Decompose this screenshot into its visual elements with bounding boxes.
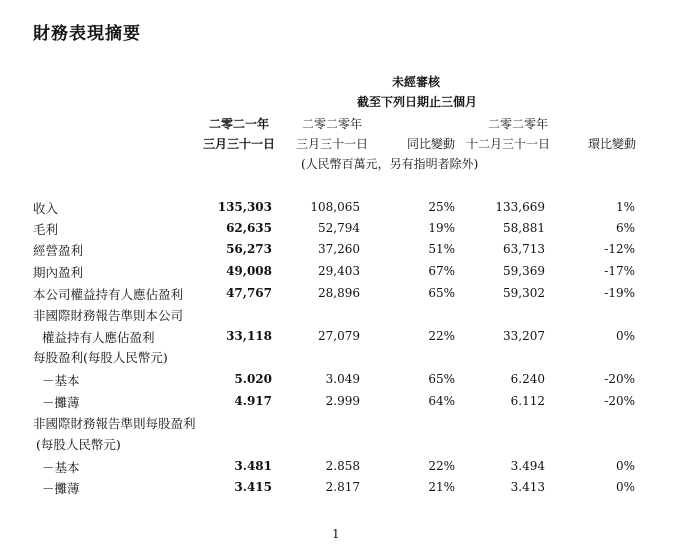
cell-yoy: 21%	[428, 480, 455, 494]
cell-dec2020: 63,713	[503, 242, 545, 256]
col1-year-header: 二零二一年	[209, 117, 270, 131]
row-label: 權益持有人應佔盈利	[42, 330, 155, 345]
cell-dec2020: 6.240	[510, 372, 545, 386]
row-label: －攤薄	[42, 395, 80, 410]
cell-2021: 49,008	[226, 264, 272, 278]
period-header: 截至下列日期止三個月	[357, 95, 478, 109]
cell-2020: 2.858	[325, 459, 360, 473]
cell-2020: 2.999	[325, 394, 360, 408]
cell-dec2020: 133,669	[495, 200, 545, 214]
audit-header: 未經審核	[392, 75, 441, 89]
cell-yoy: 67%	[428, 264, 455, 278]
cell-dec2020: 59,369	[503, 264, 545, 278]
row-label: 毛利	[33, 222, 59, 237]
cell-yoy: 51%	[428, 242, 455, 256]
cell-2021: 33,118	[226, 329, 272, 343]
row-label: 期內盈利	[33, 265, 84, 280]
cell-yoy: 22%	[428, 459, 455, 473]
col2-date-header: 三月三十一日	[296, 137, 369, 151]
cell-2021: 3.481	[234, 459, 272, 473]
cell-qoq: 0%	[615, 480, 635, 494]
cell-2021: 3.415	[234, 480, 272, 494]
cell-2021: 5.020	[234, 372, 272, 386]
cell-2020: 28,896	[318, 286, 360, 300]
row-label: 非國際財務報告準則每股盈利	[33, 416, 196, 431]
col1-date-header: 三月三十一日	[203, 137, 276, 151]
row-label: －基本	[42, 460, 80, 475]
cell-dec2020: 6.112	[510, 394, 545, 408]
cell-2020: 27,079	[318, 329, 360, 343]
row-label: 非國際財務報告準則本公司	[33, 308, 184, 323]
cell-yoy: 22%	[428, 329, 455, 343]
cell-dec2020: 58,881	[503, 221, 545, 235]
cell-qoq: -17%	[604, 264, 635, 278]
cell-qoq: 6%	[615, 221, 635, 235]
cell-2021: 4.917	[234, 394, 272, 408]
cell-2020: 108,065	[310, 200, 360, 214]
cell-2020: 3.049	[325, 372, 360, 386]
cell-yoy: 19%	[428, 221, 455, 235]
cell-qoq: -12%	[604, 242, 635, 256]
cell-yoy: 65%	[428, 286, 455, 300]
page-number: 1	[332, 527, 340, 541]
unit-note: (人民幣百萬元，另有指明者除外)	[301, 157, 479, 171]
cell-yoy: 25%	[428, 200, 455, 214]
row-label: 經營盈利	[33, 243, 84, 258]
row-label: 本公司權益持有人應佔盈利	[33, 287, 184, 302]
cell-dec2020: 59,302	[503, 286, 545, 300]
cell-qoq: 1%	[615, 200, 635, 214]
cell-qoq: 0%	[615, 459, 635, 473]
cell-2020: 37,260	[318, 242, 360, 256]
cell-dec2020: 3.413	[510, 480, 545, 494]
col4-year-header: 二零二零年	[488, 117, 549, 131]
row-label: 收入	[33, 201, 59, 216]
cell-2021: 62,635	[226, 221, 272, 235]
col4-date-header: 十二月三十一日	[466, 137, 551, 151]
row-label: －攤薄	[42, 481, 80, 496]
cell-2020: 29,403	[318, 264, 360, 278]
cell-2021: 135,303	[217, 200, 272, 214]
cell-dec2020: 3.494	[510, 459, 545, 473]
row-label: －基本	[42, 373, 80, 388]
cell-qoq: -20%	[604, 394, 635, 408]
cell-qoq: 0%	[615, 329, 635, 343]
row-label: (每股人民幣元)	[36, 437, 121, 452]
cell-dec2020: 33,207	[503, 329, 545, 343]
page-title: 財務表現摘要	[33, 24, 141, 44]
cell-yoy: 64%	[428, 394, 455, 408]
col3-header: 同比變動	[407, 137, 456, 151]
cell-qoq: -20%	[604, 372, 635, 386]
cell-qoq: -19%	[604, 286, 635, 300]
cell-2021: 47,767	[226, 286, 272, 300]
cell-2020: 52,794	[318, 221, 360, 235]
row-label: 每股盈利(每股人民幣元)	[33, 350, 168, 365]
cell-2021: 56,273	[226, 242, 272, 256]
col2-year-header: 二零二零年	[302, 117, 363, 131]
col5-header: 環比變動	[588, 137, 637, 151]
cell-yoy: 65%	[428, 372, 455, 386]
cell-2020: 2.817	[325, 480, 360, 494]
